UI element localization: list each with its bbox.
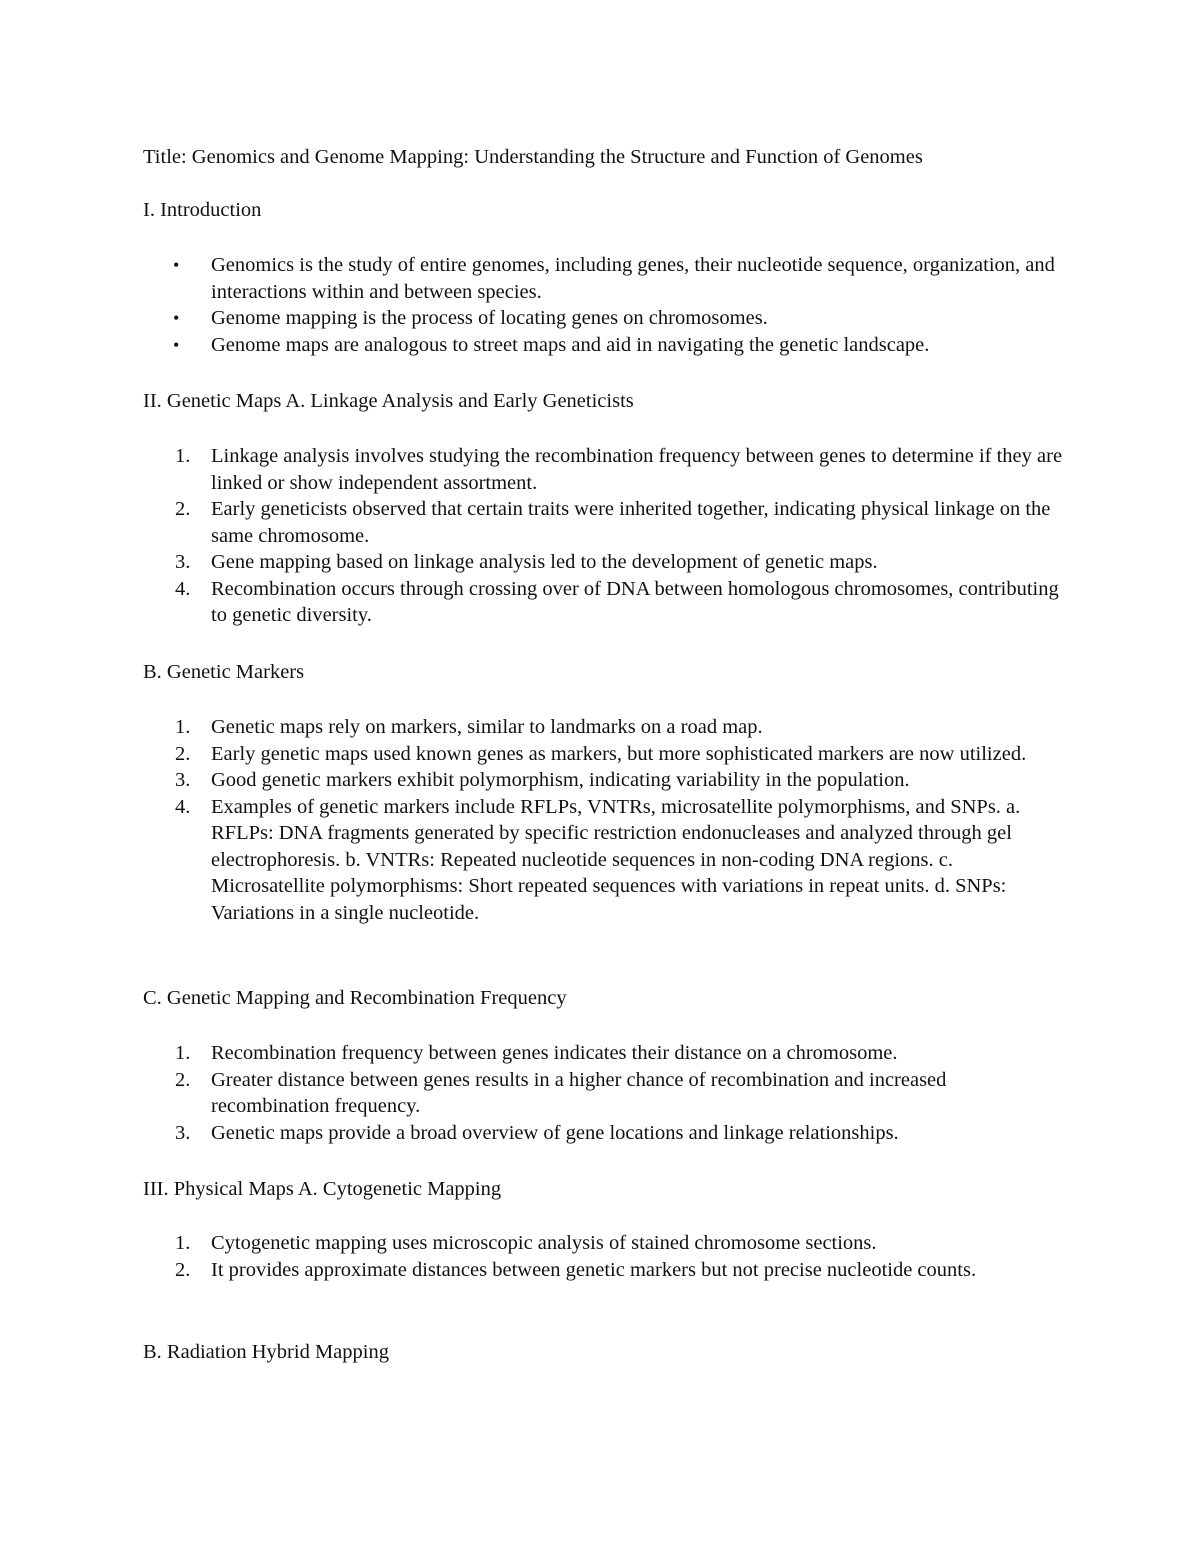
list-number: 1. (175, 1232, 191, 1254)
list-item-text: Linkage analysis involves studying the recombination frequency between genes to determine if they are linked or show independent assortment. (211, 445, 1063, 494)
list-item-text: Good genetic markers exhibit polymorphism, indicating variability in the population. (211, 769, 910, 791)
list-item (143, 252, 1063, 305)
list-item (143, 1040, 1063, 1067)
list-item-text: Genetic maps rely on markers, similar to landmarks on a road map. (211, 716, 763, 738)
list-number: 3. (175, 551, 191, 573)
section-heading-recombination-frequency: C. Genetic Mapping and Recombination Frequency (143, 987, 567, 1009)
list-number: 2. (175, 1068, 191, 1091)
list-number: 3. (175, 1121, 191, 1144)
list-item-text: Genome mapping is the process of locating genes on chromosomes. (211, 307, 768, 329)
list-item-text: Early genetic maps used known genes as markers, but more sophisticated markers are now utilized. (211, 742, 1027, 765)
list-item-text: Genetic maps provide a broad overview of gene locations and linkage relationships. (211, 1121, 899, 1144)
list-item-text: Gene mapping based on linkage analysis led to the development of genetic maps. (211, 551, 878, 573)
list-number: 4. (175, 795, 191, 818)
list-number: 1. (175, 1042, 191, 1064)
introduction-bullet-list (143, 252, 1063, 358)
bullet-marker: • (173, 255, 180, 275)
document-title: Title: Genomics and Genome Mapping: Understanding the Structure and Function of Genomes (143, 146, 923, 168)
list-item-text: Recombination frequency between genes indicates their distance on a chromosome. (211, 1042, 898, 1064)
section-heading-genetic-markers: B. Genetic Markers (143, 661, 305, 683)
list-item-text: Examples of genetic markers include RFLPs, VNTRs, microsatellite polymorphisms, and SNPs. a. RFLPs: DNA fragments generated by specific restriction endonucleases and analyzed through gel electrophoresis. b. VNTRs: Repeated nucleotide sequences in non-coding DNA regions. c. Microsatellite polymorphisms: Short repeated sequences with variations in repeat units. d. SNPs: Variations in a single nucleotide. (211, 795, 1021, 924)
recombination-frequency-list (143, 1040, 1063, 1146)
list-number: 2. (175, 498, 191, 520)
bullet-marker: • (173, 308, 180, 328)
list-item (143, 443, 1063, 496)
list-item-text: Cytogenetic mapping uses microscopic analysis of stained chromosome sections. (211, 1232, 877, 1254)
cytogenetic-mapping-list (143, 1230, 1063, 1283)
section-heading-genetic-maps: II. Genetic Maps A. Linkage Analysis and Early Geneticists (143, 390, 634, 412)
list-item (143, 1067, 1063, 1120)
list-item-text: Genome maps are analogous to street maps and aid in navigating the genetic landscape. (211, 333, 930, 356)
list-number: 3. (175, 769, 191, 791)
list-number: 1. (175, 445, 191, 467)
list-number: 1. (175, 716, 191, 738)
list-item (143, 1257, 1063, 1284)
list-number: 2. (175, 1258, 191, 1281)
section-heading-physical-maps: III. Physical Maps A. Cytogenetic Mapping (143, 1178, 502, 1200)
list-item-text: Greater distance between genes results in a higher chance of recombination and increased recombination frequency. (211, 1068, 947, 1117)
list-item (143, 332, 1063, 359)
list-item (143, 767, 1063, 794)
list-item (143, 496, 1063, 549)
list-item (143, 576, 1063, 629)
genetic-markers-list (143, 714, 1063, 926)
list-item (143, 794, 1063, 927)
list-item (143, 741, 1063, 768)
list-item (143, 305, 1063, 332)
bullet-marker: • (173, 334, 180, 355)
linkage-analysis-list (143, 443, 1063, 629)
list-number: 4. (175, 577, 191, 600)
list-item (143, 1120, 1063, 1147)
list-item-text: Recombination occurs through crossing over of DNA between homologous chromosomes, contributing to genetic diversity. (211, 577, 1059, 626)
list-item (143, 714, 1063, 741)
list-item (143, 1230, 1063, 1257)
list-number: 2. (175, 742, 191, 765)
section-heading-radiation-hybrid-mapping: B. Radiation Hybrid Mapping (143, 1341, 389, 1363)
list-item-text: Early geneticists observed that certain traits were inherited together, indicating physical linkage on the same chromosome. (211, 498, 1051, 547)
list-item-text: It provides approximate distances between genetic markers but not precise nucleotide counts. (211, 1258, 977, 1281)
list-item-text: Genomics is the study of entire genomes, including genes, their nucleotide sequence, organization, and interactions within and between species. (211, 254, 1055, 303)
section-heading-introduction: I. Introduction (143, 199, 262, 221)
list-item (143, 549, 1063, 576)
